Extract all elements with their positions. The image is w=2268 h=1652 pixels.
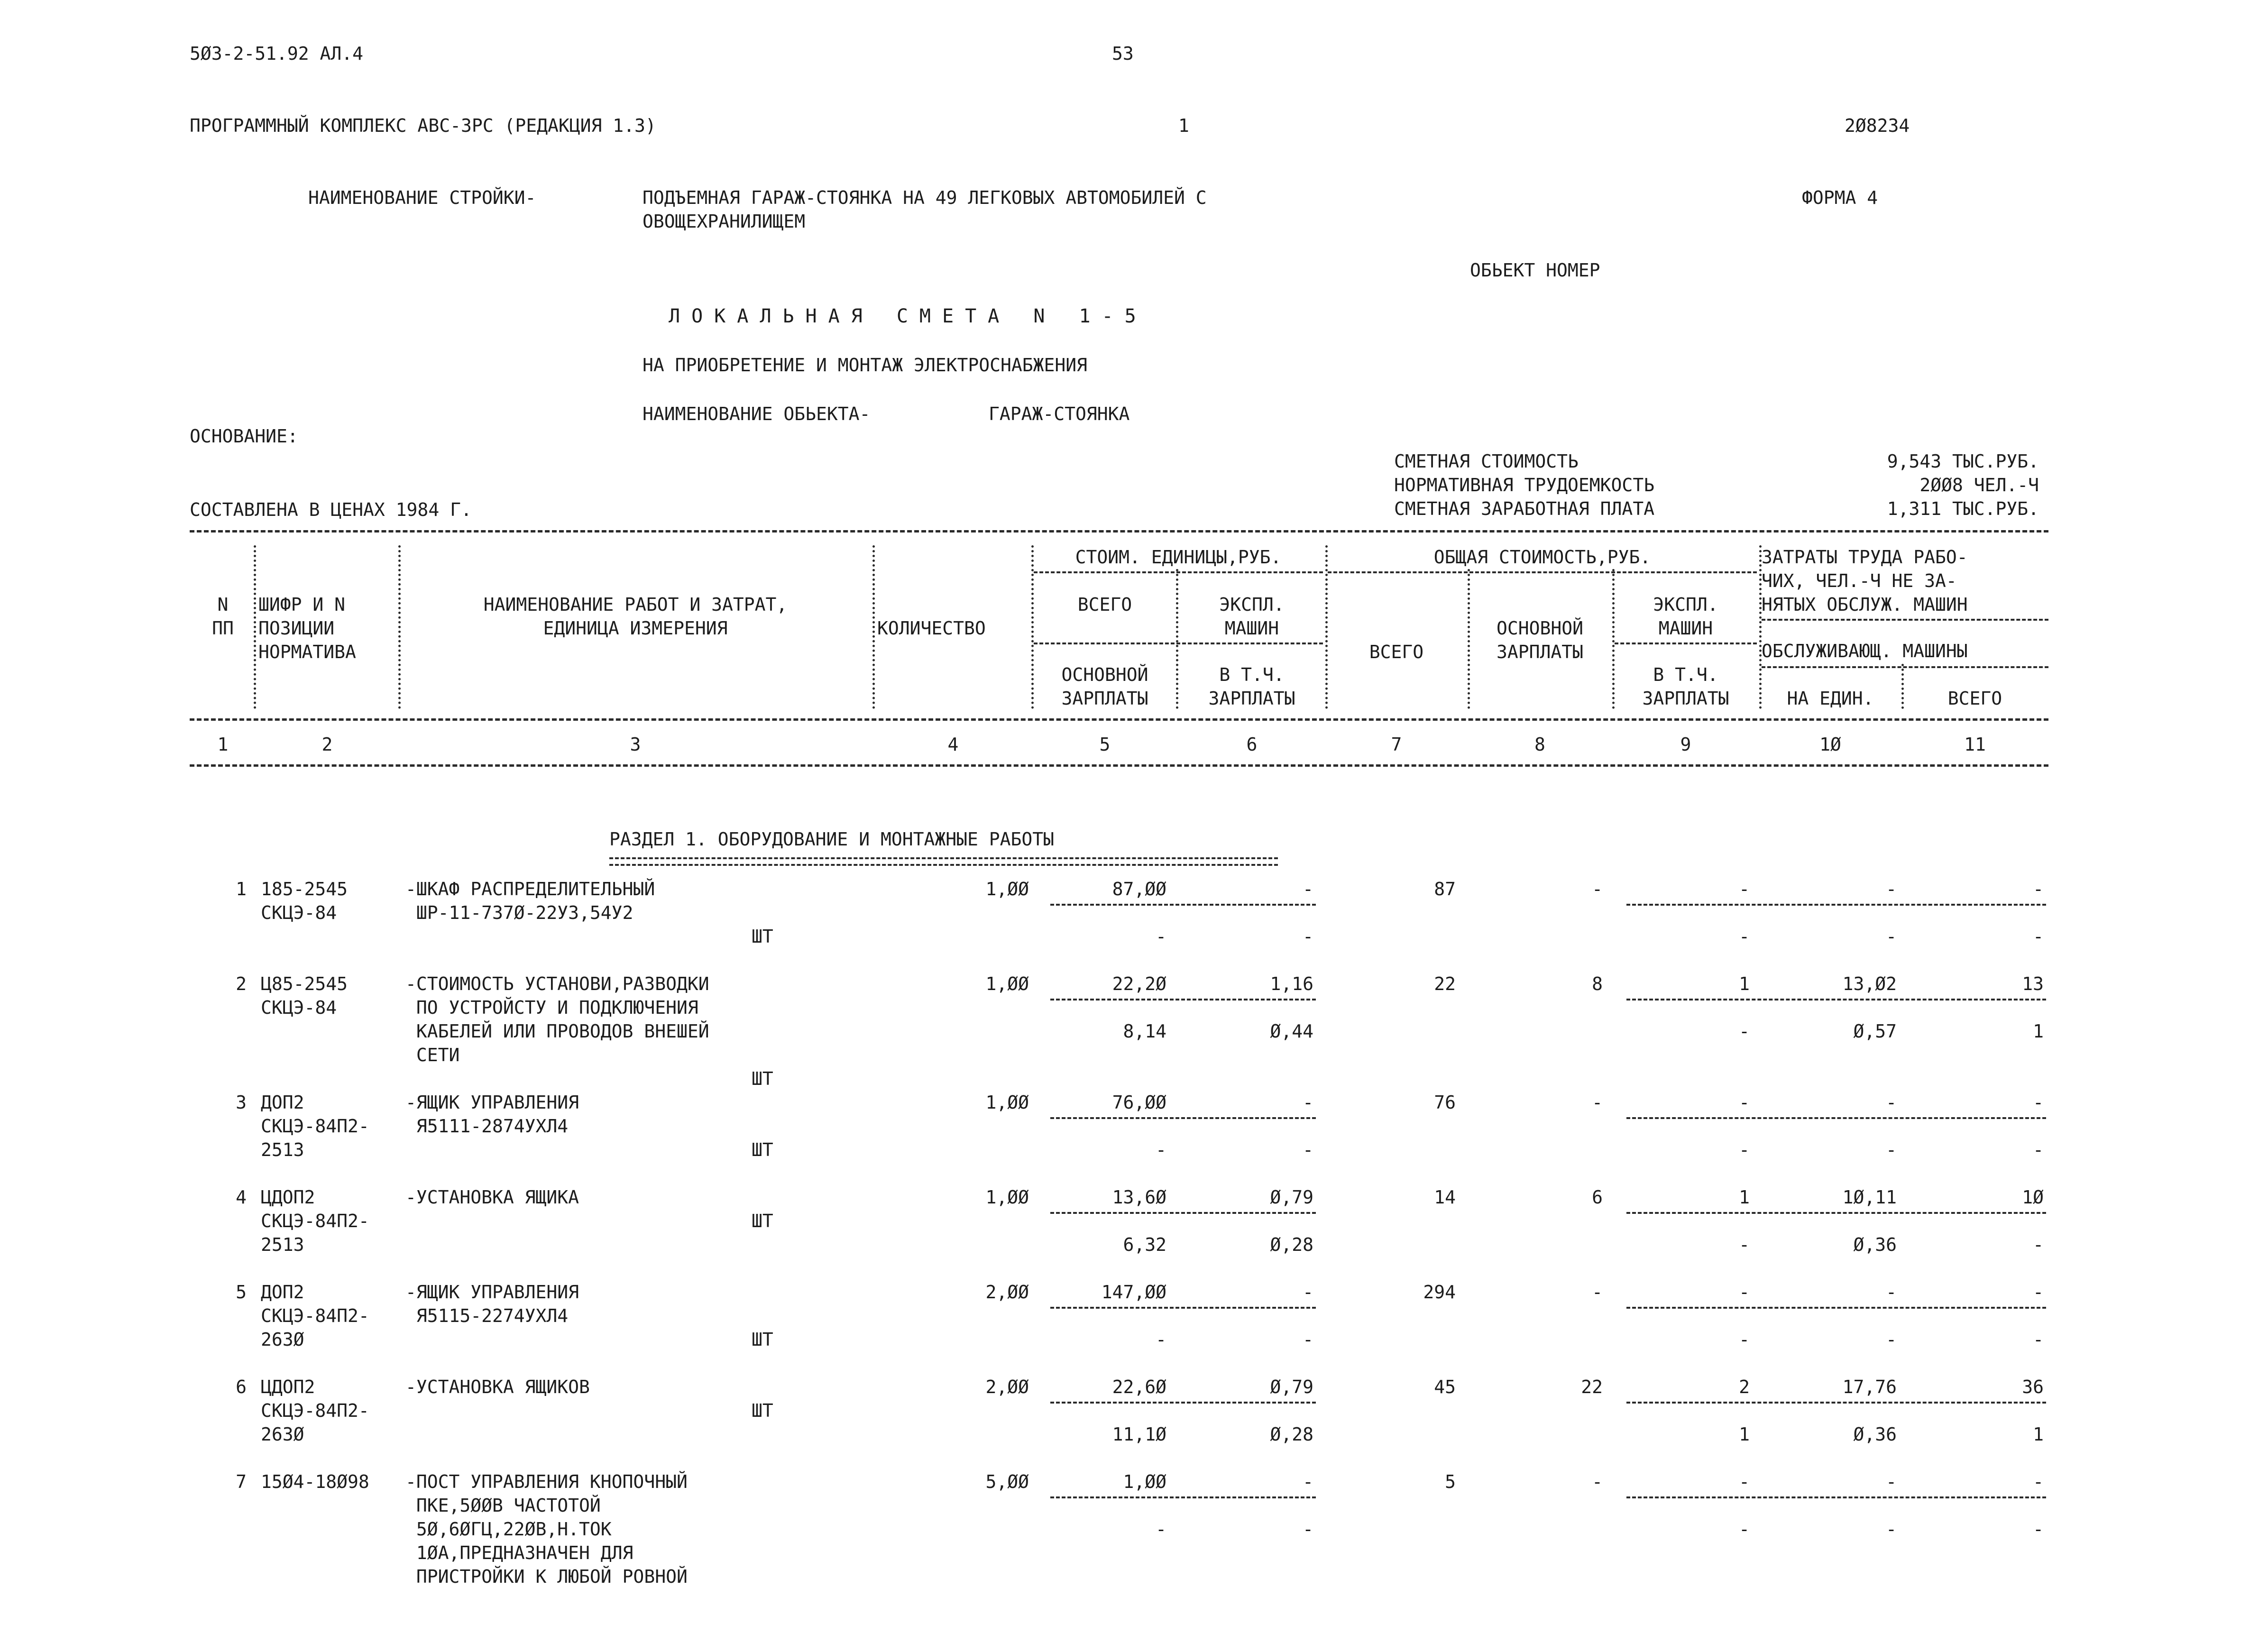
- row-total-machines: 2: [1739, 1377, 1750, 1397]
- program-code: 2Ø8234: [1845, 115, 1910, 136]
- col-header-6-bottom: В Т.Ч. ЗАРПЛАТЫ: [1208, 664, 1295, 709]
- cell-rule: [1626, 1402, 2046, 1404]
- row-unit-cost-machine-wages: Ø,28: [1270, 1234, 1313, 1255]
- col-number-11: 11: [1964, 734, 1986, 755]
- group-header-total-cost: ОБЩАЯ СТОИМОСТЬ,РУБ.: [1433, 547, 1651, 568]
- col-sep: [1176, 569, 1178, 709]
- row-labor-unit: -: [1886, 1471, 1897, 1492]
- col-header-8: ОСНОВНОЙ ЗАРПЛАТЫ: [1496, 618, 1584, 662]
- row-total-wages: -: [1592, 1092, 1603, 1113]
- row-code: ЦДОП2 СКЦЭ-84П2- 2513: [261, 1187, 369, 1255]
- row-code: Ц85-2545 СКЦЭ-84: [261, 973, 348, 1018]
- row-service-labor-unit: -: [1886, 926, 1897, 947]
- row-unit-cost-wages: 11,1Ø: [1112, 1424, 1166, 1445]
- row-unit-cost-machine-wages: Ø,44: [1270, 1021, 1313, 1042]
- col-header-6-top: ЭКСПЛ. МАШИН: [1219, 594, 1285, 639]
- cell-rule: [1050, 904, 1316, 906]
- row-number: 3: [236, 1092, 247, 1113]
- row-total-wages: 6: [1592, 1187, 1603, 1208]
- row-unit-cost-total: 13,6Ø: [1112, 1187, 1166, 1208]
- row-unit-cost-wages: -: [1156, 926, 1166, 947]
- group-rule: [1615, 642, 1757, 644]
- col-number-6: 6: [1246, 734, 1258, 755]
- col-number-9: 9: [1680, 734, 1691, 755]
- row-total-cost: 45: [1434, 1377, 1456, 1397]
- row-total-machine-wages: -: [1739, 1021, 1750, 1042]
- row-unit-cost-machines: 1,16: [1270, 973, 1313, 994]
- row-number: 4: [236, 1187, 247, 1208]
- group-header-labor: ЗАТРАТЫ ТРУДА РАБО- ЧИХ, ЧЕЛ.-Ч НЕ ЗА- НЯТЫХ ОБСЛУЖ. МАШИН: [1762, 547, 1968, 615]
- row-total-cost: 5: [1445, 1471, 1456, 1492]
- row-unit: ШТ: [752, 1400, 773, 1421]
- row-quantity: 1,ØØ: [985, 1092, 1029, 1113]
- object-name-value: ГАРАЖ-СТОЯНКА: [989, 404, 1130, 424]
- row-total-wages: 22: [1581, 1377, 1603, 1397]
- col-header-9-bottom: В Т.Ч. ЗАРПЛАТЫ: [1642, 664, 1729, 709]
- subtitle: НА ПРИОБРЕТЕНИЕ И МОНТАЖ ЭЛЕКТРОСНАБЖЕНИЯ: [643, 355, 1087, 376]
- row-unit: ШТ: [752, 926, 773, 947]
- summary-label-1: СМЕТНАЯ СТОИМОСТЬ: [1394, 451, 1579, 472]
- row-number: 1: [236, 879, 247, 899]
- row-total-machine-wages: -: [1739, 1519, 1750, 1540]
- page-number: 53: [1112, 43, 1134, 64]
- row-service-labor-total: -: [2033, 926, 2044, 947]
- row-total-machine-wages: 1: [1739, 1424, 1750, 1445]
- object-name-label: НАИМЕНОВАНИЕ ОБЬЕКТА-: [643, 404, 871, 424]
- cell-rule: [1626, 1212, 2046, 1214]
- col-header-7: ВСЕГО: [1369, 642, 1424, 662]
- row-description: -СТОИМОСТЬ УСТАНОВИ,РАЗВОДКИ ПО УСТРОЙСТУ И ПОДКЛЮЧЕНИЯ КАБЕЛЕЙ ИЛИ ПРОВОДОВ ВНЕШЕЙ СЕТИ: [405, 973, 709, 1065]
- row-unit-cost-wages: -: [1156, 1519, 1166, 1540]
- construction-label: НАИМЕНОВАНИЕ СТРОЙКИ-: [308, 187, 536, 208]
- col-number-7: 7: [1391, 734, 1402, 755]
- col-header-2: ШИФР И N ПОЗИЦИИ НОРМАТИВА: [258, 594, 356, 662]
- row-labor-total: -: [2033, 1092, 2044, 1113]
- row-unit-cost-total: 87,ØØ: [1112, 879, 1166, 899]
- row-description: -УСТАНОВКА ЯЩИКА: [405, 1187, 579, 1208]
- row-unit-cost-machine-wages: Ø,28: [1270, 1424, 1313, 1445]
- col-header-1: N ПП: [212, 594, 234, 639]
- row-labor-total: -: [2033, 1471, 2044, 1492]
- group-rule: [1034, 571, 1323, 573]
- col-header-3: НАИМЕНОВАНИЕ РАБОТ И ЗАТРАТ, ЕДИНИЦА ИЗМЕРЕНИЯ: [483, 594, 788, 639]
- col-number-1: 1: [217, 734, 229, 755]
- row-unit-cost-machines: Ø,79: [1270, 1377, 1313, 1397]
- col-number-10: 1Ø: [1819, 734, 1841, 755]
- col-sep: [254, 545, 256, 709]
- row-service-labor-unit: -: [1886, 1329, 1897, 1350]
- cell-rule: [1050, 1402, 1316, 1404]
- row-unit-cost-machine-wages: -: [1303, 926, 1313, 947]
- row-total-machines: -: [1739, 1471, 1750, 1492]
- col-sep: [872, 545, 875, 709]
- row-unit-cost-wages: -: [1156, 1329, 1166, 1350]
- row-unit-cost-machine-wages: -: [1303, 1139, 1313, 1160]
- row-unit-cost-total: 1,ØØ: [1123, 1471, 1166, 1492]
- col-header-10: НА ЕДИН.: [1787, 688, 1874, 709]
- col-header-5-top: ВСЕГО: [1077, 594, 1132, 615]
- row-labor-unit: -: [1886, 1092, 1897, 1113]
- basis-label: ОСНОВАНИЕ:: [190, 426, 298, 447]
- row-total-machines: -: [1739, 879, 1750, 899]
- row-description: -ПОСТ УПРАВЛЕНИЯ КНОПОЧНЫЙ ПКЕ,5ØØВ ЧАСТОТОЙ 5Ø,6ØГЦ,22ØВ,Н.ТОК 1ØА,ПРЕДНАЗНАЧЕН ДЛЯ ПРИСТРОЙКИ К ЛЮБОЙ РОВНОЙ: [405, 1471, 688, 1587]
- row-unit-cost-machines: -: [1303, 1471, 1313, 1492]
- row-unit-cost-machines: Ø,79: [1270, 1187, 1313, 1208]
- col-sep: [398, 545, 401, 709]
- row-total-wages: 8: [1592, 973, 1603, 994]
- row-total-cost: 87: [1434, 879, 1456, 899]
- row-labor-unit: 1Ø,11: [1842, 1187, 1897, 1208]
- table-top-rule: [190, 530, 2048, 532]
- price-basis: СОСТАВЛЕНА В ЦЕНАХ 1984 Г.: [190, 499, 472, 520]
- row-quantity: 2,ØØ: [985, 1377, 1029, 1397]
- col-number-3: 3: [630, 734, 641, 755]
- cell-rule: [1050, 999, 1316, 1000]
- group-header-unit-cost: СТОИМ. ЕДИНИЦЫ,РУБ.: [1075, 547, 1282, 568]
- row-service-labor-unit: -: [1886, 1139, 1897, 1160]
- row-description: -ШКАФ РАСПРЕДЕЛИТЕЛЬНЫЙ ШР-11-737Ø-22У3,54У2: [405, 879, 655, 923]
- row-quantity: 1,ØØ: [985, 879, 1029, 899]
- row-service-labor-unit: Ø,36: [1853, 1424, 1897, 1445]
- document-code: 5Ø3-2-51.92 АЛ.4: [190, 43, 364, 64]
- col-sep: [1325, 545, 1328, 709]
- row-unit-cost-machines: -: [1303, 879, 1313, 899]
- row-unit: ШТ: [752, 1139, 773, 1160]
- row-unit-cost-total: 76,ØØ: [1112, 1092, 1166, 1113]
- row-unit-cost-machines: -: [1303, 1092, 1313, 1113]
- row-labor-total: 1Ø: [2022, 1187, 2044, 1208]
- table-header-rule: [190, 718, 2048, 721]
- row-code: 185-2545 СКЦЭ-84: [261, 879, 348, 923]
- construction-line-1: ПОДЪЕМНАЯ ГАРАЖ-СТОЯНКА НА 49 ЛЕГКОВЫХ АВТОМОБИЛЕЙ С: [643, 187, 1207, 208]
- cell-rule: [1626, 999, 2046, 1000]
- row-unit-cost-machines: -: [1303, 1282, 1313, 1303]
- row-number: 7: [236, 1471, 247, 1492]
- row-unit-cost-wages: 8,14: [1123, 1021, 1166, 1042]
- table-header-bottom-rule: [190, 764, 2048, 767]
- row-quantity: 5,ØØ: [985, 1471, 1029, 1492]
- row-total-wages: -: [1592, 1282, 1603, 1303]
- row-service-labor-total: 1: [2033, 1021, 2044, 1042]
- row-service-labor-unit: Ø,36: [1853, 1234, 1897, 1255]
- form-label: ФОРМА 4: [1802, 187, 1878, 208]
- object-number: ОБЬЕКТ НОМЕР: [1470, 260, 1600, 281]
- row-labor-total: -: [2033, 879, 2044, 899]
- row-total-machine-wages: -: [1739, 1139, 1750, 1160]
- row-total-machines: -: [1739, 1092, 1750, 1113]
- summary-label-2: НОРМАТИВНАЯ ТРУДОЕМКОСТЬ: [1394, 475, 1655, 496]
- cell-rule: [1050, 1307, 1316, 1309]
- cell-rule: [1050, 1496, 1316, 1498]
- row-number: 5: [236, 1282, 247, 1303]
- col-header-9-top: ЭКСПЛ. МАШИН: [1653, 594, 1718, 639]
- row-labor-total: 13: [2022, 973, 2044, 994]
- row-total-machines: 1: [1739, 1187, 1750, 1208]
- row-number: 2: [236, 973, 247, 994]
- row-total-cost: 14: [1434, 1187, 1456, 1208]
- summary-label-3: СМЕТНАЯ ЗАРАБОТНАЯ ПЛАТА: [1394, 498, 1655, 519]
- row-code: ДОП2 СКЦЭ-84П2- 2513: [261, 1092, 369, 1160]
- col-header-5-bottom: ОСНОВНОЙ ЗАРПЛАТЫ: [1061, 664, 1148, 709]
- summary-value-3: 1,311 ТЫС.РУБ.: [1887, 498, 2039, 519]
- row-description: -ЯЩИК УПРАВЛЕНИЯ Я5115-2274УХЛ4: [405, 1282, 579, 1326]
- row-unit-cost-total: 22,2Ø: [1112, 973, 1166, 994]
- row-labor-unit: -: [1886, 1282, 1897, 1303]
- row-service-labor-total: 1: [2033, 1424, 2044, 1445]
- row-total-cost: 76: [1434, 1092, 1456, 1113]
- col-header-4: КОЛИЧЕСТВО: [877, 618, 986, 639]
- col-number-5: 5: [1099, 734, 1111, 755]
- section-underline: [609, 857, 1278, 866]
- cell-rule: [1626, 1496, 2046, 1498]
- row-service-labor-total: -: [2033, 1234, 2044, 1255]
- row-quantity: 2,ØØ: [985, 1282, 1029, 1303]
- row-service-labor-unit: -: [1886, 1519, 1897, 1540]
- row-total-machines: -: [1739, 1282, 1750, 1303]
- col-number-2: 2: [321, 734, 333, 755]
- row-service-labor-total: -: [2033, 1139, 2044, 1160]
- row-total-cost: 22: [1434, 973, 1456, 994]
- row-unit: ШТ: [752, 1329, 773, 1350]
- summary-value-2: 2ØØ8 ЧЕЛ.-Ч: [1919, 475, 2039, 496]
- row-code: ЦДОП2 СКЦЭ-84П2- 263Ø: [261, 1377, 369, 1445]
- col-number-4: 4: [947, 734, 959, 755]
- group-rule: [1034, 642, 1323, 644]
- row-labor-total: -: [2033, 1282, 2044, 1303]
- cell-rule: [1050, 1212, 1316, 1214]
- row-total-machine-wages: -: [1739, 926, 1750, 947]
- construction-line-2: ОВОЩЕХРАНИЛИЩЕМ: [643, 211, 806, 232]
- row-unit-cost-wages: 6,32: [1123, 1234, 1166, 1255]
- cell-rule: [1626, 1307, 2046, 1309]
- row-unit: ШТ: [752, 1068, 773, 1089]
- row-service-labor-total: -: [2033, 1329, 2044, 1350]
- cell-rule: [1050, 1117, 1316, 1119]
- group-rule: [1328, 571, 1757, 573]
- row-description: -УСТАНОВКА ЯЩИКОВ: [405, 1377, 590, 1397]
- summary-value-1: 9,543 ТЫС.РУБ.: [1887, 451, 2039, 472]
- row-code: 15Ø4-18Ø98: [261, 1471, 369, 1492]
- col-header-10-11-top: ОБСЛУЖИВАЮЩ. МАШИНЫ: [1762, 641, 1968, 661]
- row-total-cost: 294: [1423, 1282, 1456, 1303]
- row-unit-cost-total: 147,ØØ: [1101, 1282, 1166, 1303]
- row-total-wages: -: [1592, 879, 1603, 899]
- row-unit-cost-total: 22,6Ø: [1112, 1377, 1166, 1397]
- row-labor-unit: -: [1886, 879, 1897, 899]
- row-unit-cost-machine-wages: -: [1303, 1329, 1313, 1350]
- row-quantity: 1,ØØ: [985, 973, 1029, 994]
- section-title: РАЗДЕЛ 1. ОБОРУДОВАНИЕ И МОНТАЖНЫЕ РАБОТЫ: [609, 829, 1054, 850]
- row-service-labor-unit: Ø,57: [1853, 1021, 1897, 1042]
- cell-rule: [1626, 904, 2046, 906]
- row-service-labor-total: -: [2033, 1519, 2044, 1540]
- row-code: ДОП2 СКЦЭ-84П2- 263Ø: [261, 1282, 369, 1350]
- col-header-11: ВСЕГО: [1947, 688, 2002, 709]
- row-labor-unit: 13,Ø2: [1842, 973, 1897, 994]
- row-total-machine-wages: -: [1739, 1329, 1750, 1350]
- row-labor-unit: 17,76: [1842, 1377, 1897, 1397]
- row-total-machine-wages: -: [1739, 1234, 1750, 1255]
- row-unit-cost-machine-wages: -: [1303, 1519, 1313, 1540]
- row-description: -ЯЩИК УПРАВЛЕНИЯ Я5111-2874УХЛ4: [405, 1092, 579, 1137]
- row-unit-cost-wages: -: [1156, 1139, 1166, 1160]
- cell-rule: [1626, 1117, 2046, 1119]
- col-number-8: 8: [1534, 734, 1545, 755]
- program-name: ПРОГРАММНЫЙ КОМПЛЕКС АВС-3РС (РЕДАКЦИЯ 1.3): [190, 115, 656, 136]
- row-total-machines: 1: [1739, 973, 1750, 994]
- group-rule: [1762, 666, 2048, 668]
- group-rule: [1762, 619, 2048, 621]
- row-quantity: 1,ØØ: [985, 1187, 1029, 1208]
- page-title: ЛОКАЛЬНАЯ СМЕТА N 1-5: [669, 305, 1148, 327]
- row-unit: ШТ: [752, 1211, 773, 1231]
- sheet-number: 1: [1178, 115, 1189, 136]
- row-labor-total: 36: [2022, 1377, 2044, 1397]
- row-number: 6: [236, 1377, 247, 1397]
- row-total-wages: -: [1592, 1471, 1603, 1492]
